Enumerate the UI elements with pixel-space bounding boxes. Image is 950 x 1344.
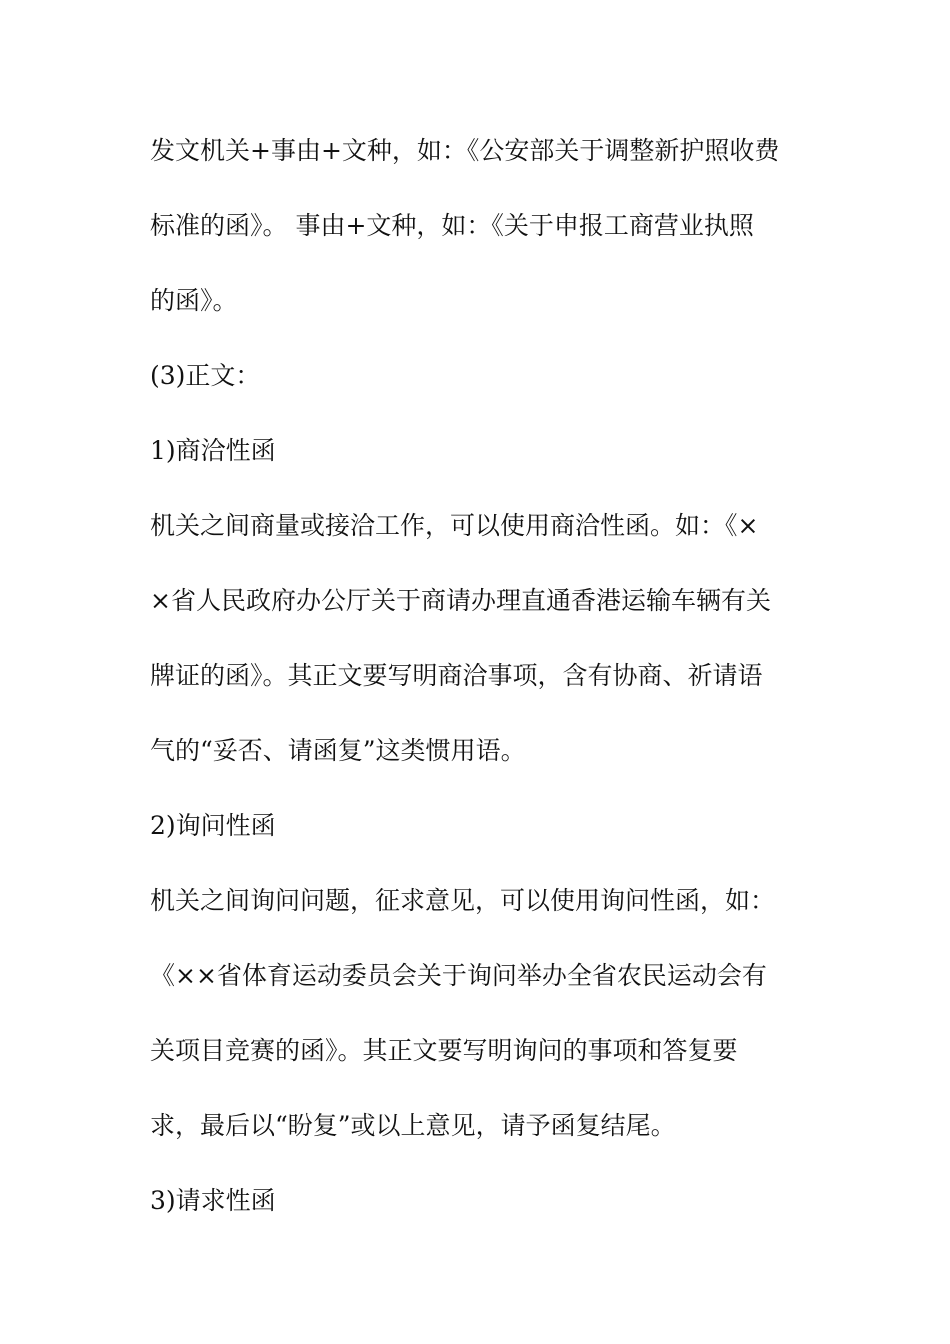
text-line: 求，最后以“盼复”或以上意见，请予函复结尾。 <box>150 1111 676 1140</box>
subsection-heading: 3)请求性函 <box>150 1186 276 1215</box>
text-line: 标准的函》。 事由+文种，如：《关于申报工商营业执照 <box>150 211 754 240</box>
section-heading: (3)正文： <box>150 361 261 390</box>
subsection-heading: 1)商洽性函 <box>150 436 276 465</box>
text-line: 机关之间商量或接洽工作，可以使用商洽性函。如：《× <box>150 511 759 540</box>
text-line: 机关之间询问问题，征求意见，可以使用询问性函，如： <box>150 886 776 915</box>
text-line: 《××省体育运动委员会关于询问举办全省农民运动会有 <box>150 961 767 990</box>
text-line: 的函》。 <box>150 286 238 315</box>
text-line: ×省人民政府办公厅关于商请办理直通香港运输车辆有关 <box>150 586 771 615</box>
text-line: 牌证的函》。其正文要写明商洽事项，含有协商、祈请语 <box>150 661 763 690</box>
text-line: 关项目竞赛的函》。其正文要写明询问的事项和答复要 <box>150 1036 738 1065</box>
text-line: 气的“妥否、请函复”这类惯用语。 <box>150 736 526 765</box>
text-line: 发文机关+事由+文种，如：《公安部关于调整新护照收费 <box>150 136 780 165</box>
subsection-heading: 2)询问性函 <box>150 811 276 840</box>
